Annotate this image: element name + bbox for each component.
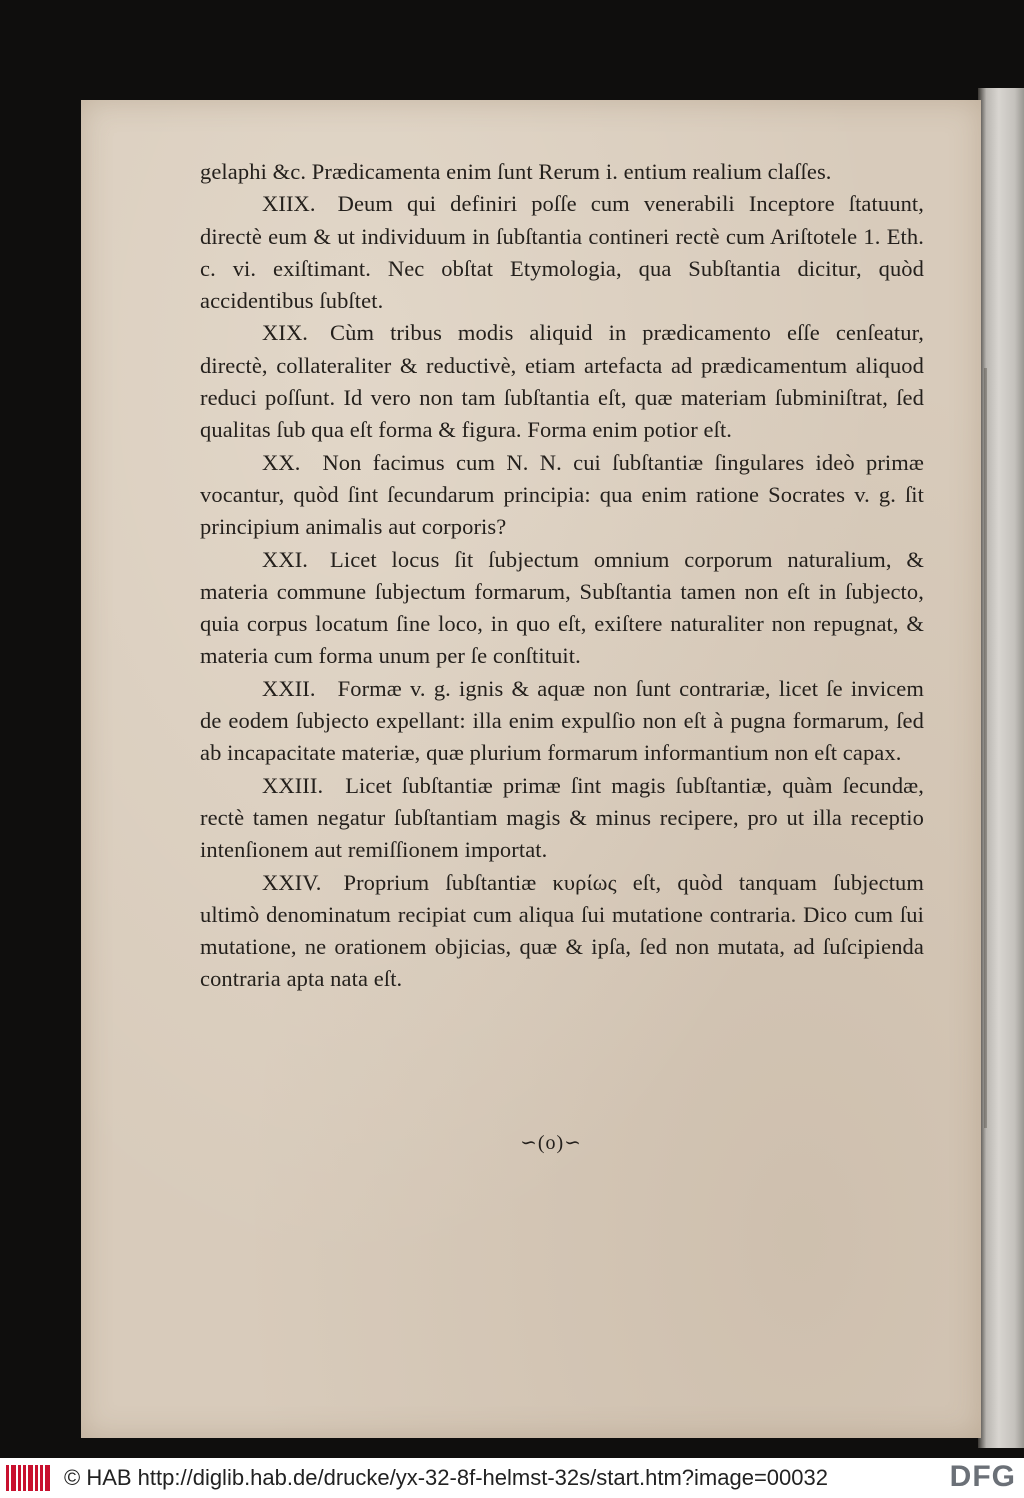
paragraph-xxi — [200, 544, 924, 673]
barcode-icon — [6, 1465, 50, 1491]
paragraph-number: XXIV. — [262, 869, 322, 895]
paragraph-xxiii — [200, 770, 924, 867]
dfg-logo: DFG — [949, 1460, 1016, 1493]
paragraph-xiix — [200, 188, 924, 317]
paragraph-text: Proprium ſubſtantiæ κυρίως eſt, quòd tanquam ſubjectum ultimò denominatum recipiat cum aliqua ſui mutatione contraria. Dico cum ſui mutatione, ne orationem objicias, quæ & ipſa, ſed non mutata, ad ſuſcipienda contraria apta nata eſt. — [200, 869, 924, 992]
paragraph-xx — [200, 447, 924, 544]
paragraph-text: Formæ v. g. ignis & aquæ non ſunt contrariæ, licet ſe invicem de eodem ſubjecto expellant: illa enim expulſio non eſt à pugna formarum, ſed ab incapacitate materiæ, quæ plurium formarum informantium non eſt capax. — [200, 675, 924, 766]
paragraph-number: XXIII. — [262, 772, 324, 798]
paragraph-number: XXI. — [262, 546, 309, 572]
paragraph-continuation: gelaphi &c. Prædicamenta enim ſunt Rerum i. entium realium claſſes. — [200, 159, 832, 184]
paragraph-number: XIX. — [262, 320, 309, 346]
paragraph-text: Licet locus ſit ſubjectum omnium corporum naturalium, & materia commune ſubjectum formarum, Subſtantia tamen non eſt in ſubjecto, quia corpus locatum ſine loco, in quo eſt, exiſtere naturaliter non repugnat, & materia cum forma unum per ſe conſtituit. — [200, 546, 924, 669]
paragraph-xxii — [200, 673, 924, 770]
paragraph-text: Licet ſubſtantiæ primæ ſint magis ſubſtantiæ, quàm ſecundæ, rectè tamen negatur ſubſtantiam magis & minus recipere, pro ut illa receptio intenſionem aut remiſſionem importat. — [200, 772, 924, 863]
paragraph-number: XXII. — [262, 675, 316, 701]
paragraph-number: XIIX. — [262, 191, 316, 217]
paragraph-xix — [200, 317, 924, 446]
book-page — [81, 100, 981, 1438]
paragraph-number: XX. — [262, 449, 301, 475]
ornament-fleuron: ∽(o)∽ — [520, 1132, 582, 1154]
paragraph-text: Non facimus cum N. N. cui ſubſtantiæ ſingulares ideò primæ vocantur, quòd ſint ſecundarum principia: qua enim ratione Socrates v. g. ſit principium animalis aut corporis? — [200, 449, 924, 540]
viewer-footer — [0, 1458, 1024, 1498]
adjacent-leaf-edge — [978, 88, 1024, 1448]
paragraph-text: Deum qui definiri poſſe cum venerabili Inceptore ſtatuunt, directè eum & ut individuum in ſubſtantia contineri rectè cum Ariſtotele 1. Eth. c. vi. exiſtimant. Nec obſtat Etymologia, qua Subſtantia dicitur, quòd accidentibus ſubſtet. — [200, 191, 924, 314]
paragraph-text: Cùm tribus modis aliquid in prædicamento eſſe cenſeatur, directè, collateraliter & reductivè, etiam artefacta ad prædicamentum aliquod reduci poſſunt. Id vero non tam ſubſtantia eſt, quæ materiam ſubminiſtrat, ſed qualitas ſub qua eſt forma & figura. Forma enim potior eſt. — [200, 320, 924, 443]
paragraph-xxiv — [200, 867, 924, 996]
copyright-url[interactable]: © HAB http://diglib.hab.de/drucke/yx-32-8f-helmst-32s/start.htm?image=00032 — [64, 1465, 828, 1490]
page-body-text — [200, 156, 924, 996]
